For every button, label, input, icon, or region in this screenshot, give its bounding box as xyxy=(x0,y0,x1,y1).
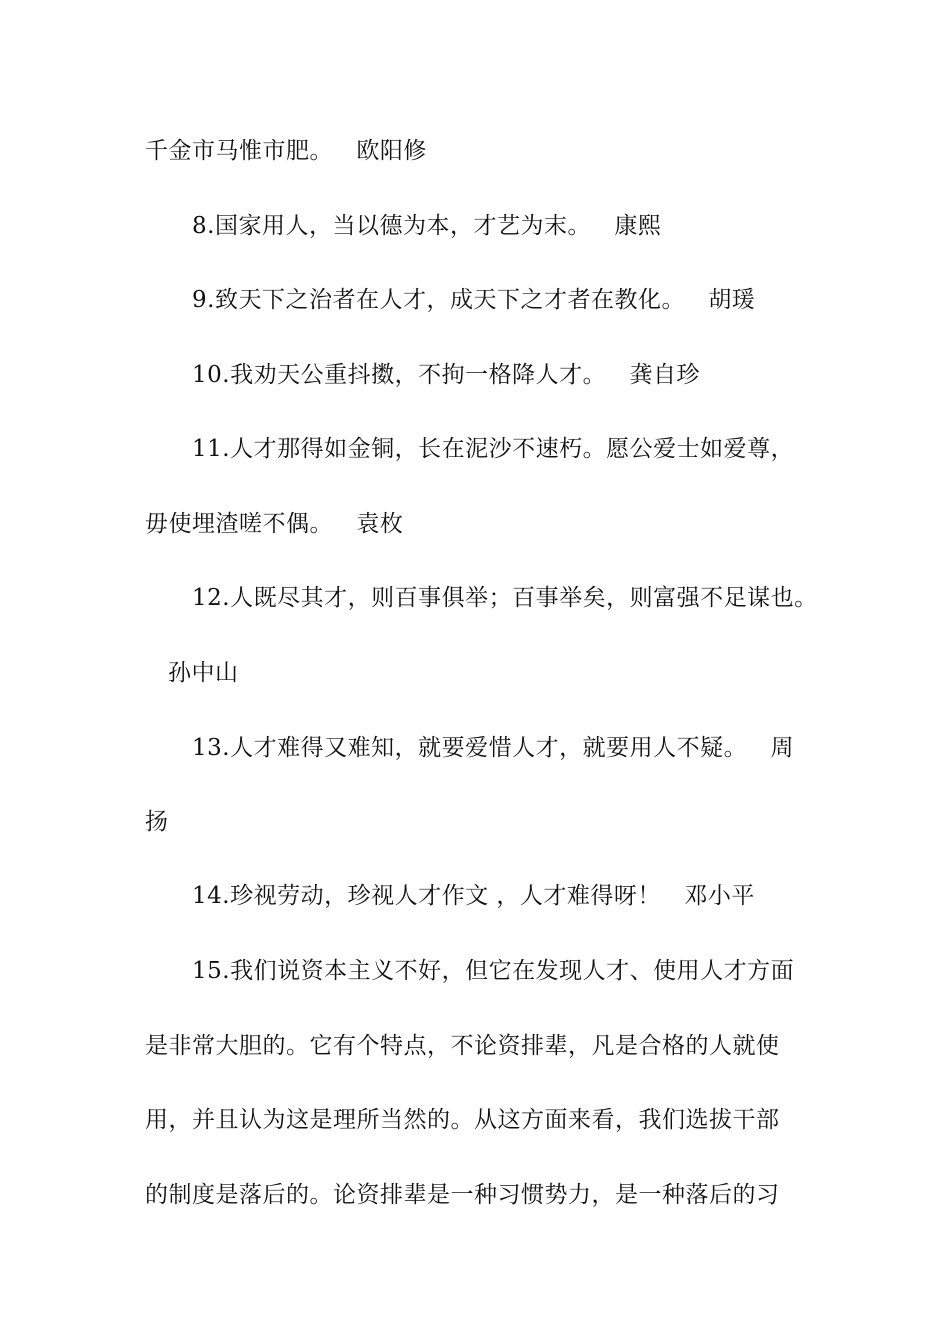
text-line: 是非常大胆的。它有个特点，不论资排辈，凡是合格的人就使 xyxy=(145,1033,780,1059)
text-line: 用，并且认为这是理所当然的。从这方面来看，我们选拔干部 xyxy=(145,1107,780,1133)
text-line: 12.人既尽其才，则百事俱举；百事举矣，则富强不足谋也。 xyxy=(192,585,818,611)
text-line: 8.国家用人，当以德为本，才艺为末。 康熙 xyxy=(192,213,662,239)
text-line: 9.致天下之治者在人才，成天下之才者在教化。 胡瑗 xyxy=(192,287,756,313)
text-line: 11.人才那得如金铜，长在泥沙不速朽。愿公爱士如爱尊， xyxy=(192,436,795,462)
text-line: 15.我们说资本主义不好，但它在发现人才、使用人才方面 xyxy=(192,958,795,984)
text-line: 孙中山 xyxy=(168,660,239,686)
text-line: 毋使埋渣嗟不偶。 袁枚 xyxy=(145,511,404,537)
text-line: 的制度是落后的。论资排辈是一种习惯势力，是一种落后的习 xyxy=(145,1182,780,1208)
text-line: 千金市马惟市肥。 欧阳修 xyxy=(145,138,427,164)
text-line: 扬 xyxy=(145,809,169,835)
text-line: 10.我劝天公重抖擞，不拘一格降人才。 龚自珍 xyxy=(192,362,701,388)
text-line: 14.珍视劳动，珍视人才作文 ，人才难得呀！ 邓小平 xyxy=(192,883,755,909)
text-line: 13.人才难得又难知，就要爱惜人才，就要用人不疑。 周 xyxy=(192,735,795,761)
